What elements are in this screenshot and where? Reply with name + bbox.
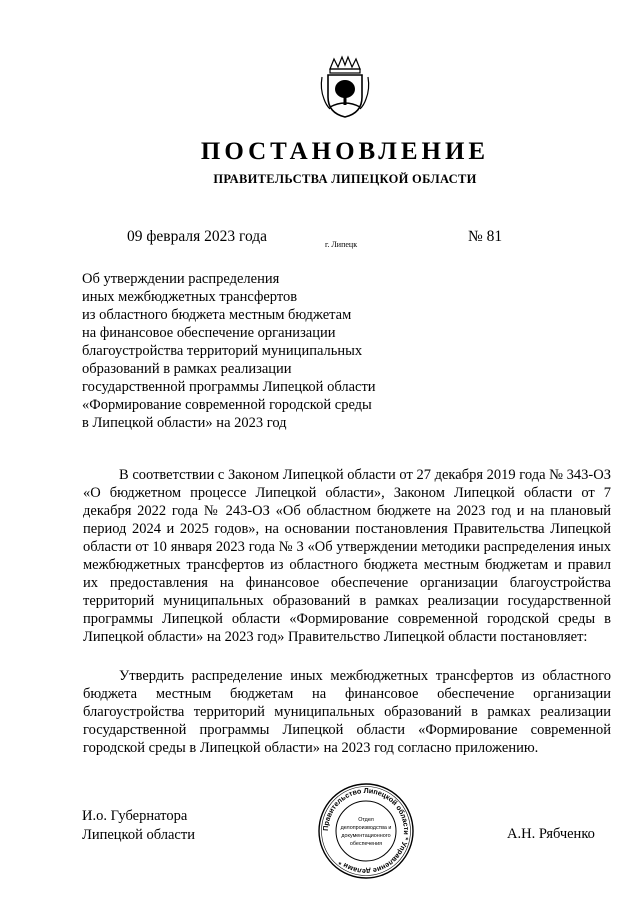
- document-city: г. Липецк: [325, 240, 358, 249]
- lipetsk-coat-of-arms-icon: [318, 55, 372, 119]
- signatory-title-line: Липецкой области: [82, 827, 195, 843]
- subject-line: в Липецкой области» на 2023 год: [82, 415, 287, 431]
- subject-line: благоустройства территорий муниципальных: [82, 343, 363, 359]
- subject-line: на финансовое обеспечение организации: [82, 325, 336, 341]
- stamp-center-line: документационного: [341, 833, 391, 839]
- subject-line: из областного бюджета местным бюджетам: [82, 307, 352, 323]
- subject-line: образований в рамках реализации: [82, 361, 292, 377]
- document-subject: [82, 270, 376, 432]
- stamp-center-line: делопроизводства и: [340, 825, 392, 831]
- document-date: 09 февраля 2023 года: [127, 228, 268, 245]
- document-title: ПОСТАНОВЛЕНИЕ: [200, 138, 490, 165]
- stamp-center-line: обеспечения: [349, 841, 383, 847]
- paragraph-text: Утвердить распределение иных межбюджетных трансфертов из областного бюджета местным бюджетам на финансовое обеспечение организации благоустройства территорий муниципальных образований в рамках реализации государственной программы Липецкой области «Формирование современной городской среды в Липецкой области» на 2023 год согласно приложению.: [83, 668, 611, 756]
- subject-line: «Формирование современной городской среды: [82, 397, 372, 413]
- body-paragraph-2: [83, 667, 611, 757]
- subject-line: Об утверждении распределения: [82, 271, 280, 287]
- document-number: № 81: [468, 228, 503, 245]
- paragraph-text: В соответствии с Законом Липецкой области от 27 декабря 2019 года № 343-ОЗ «О бюджетном процессе Липецкой области», Законом Липецкой области от 7 декабря 2022 года № 243-ОЗ «Об областном бюджете на 2023 год и на плановый период 2024 и 2025 годов», на основании постановления Правительства Липецкой области от 10 января 2023 года № 3 «Об утверждении методики распределения иных межбюджетных трансфертов из областного бюджета местным бюджетам и правил их предоставления на финансовое обеспечение организации благоустройства территорий муниципальных образований в рамках реализации государственной программы Липецкой области «Формирование современной городской среды в Липецкой области» на 2023 год» Правительство Липецкой области постановляет:: [83, 467, 611, 645]
- office-stamp: [316, 781, 416, 881]
- document-subtitle: ПРАВИТЕЛЬСТВА ЛИПЕЦКОЙ ОБЛАСТИ: [213, 172, 477, 186]
- stamp-ring-text: Правительство Липецкой области * Управление делами *: [320, 785, 412, 877]
- signatory-title: [82, 807, 195, 845]
- subject-line: иных межбюджетных трансфертов: [82, 289, 298, 305]
- body-paragraph-1: [83, 466, 611, 646]
- signatory-name: А.Н. Рябченко: [507, 826, 595, 842]
- signatory-title-line: И.о. Губернатора: [82, 808, 188, 824]
- subject-line: государственной программы Липецкой области: [82, 379, 376, 395]
- stamp-center-line: Отдел: [358, 817, 374, 823]
